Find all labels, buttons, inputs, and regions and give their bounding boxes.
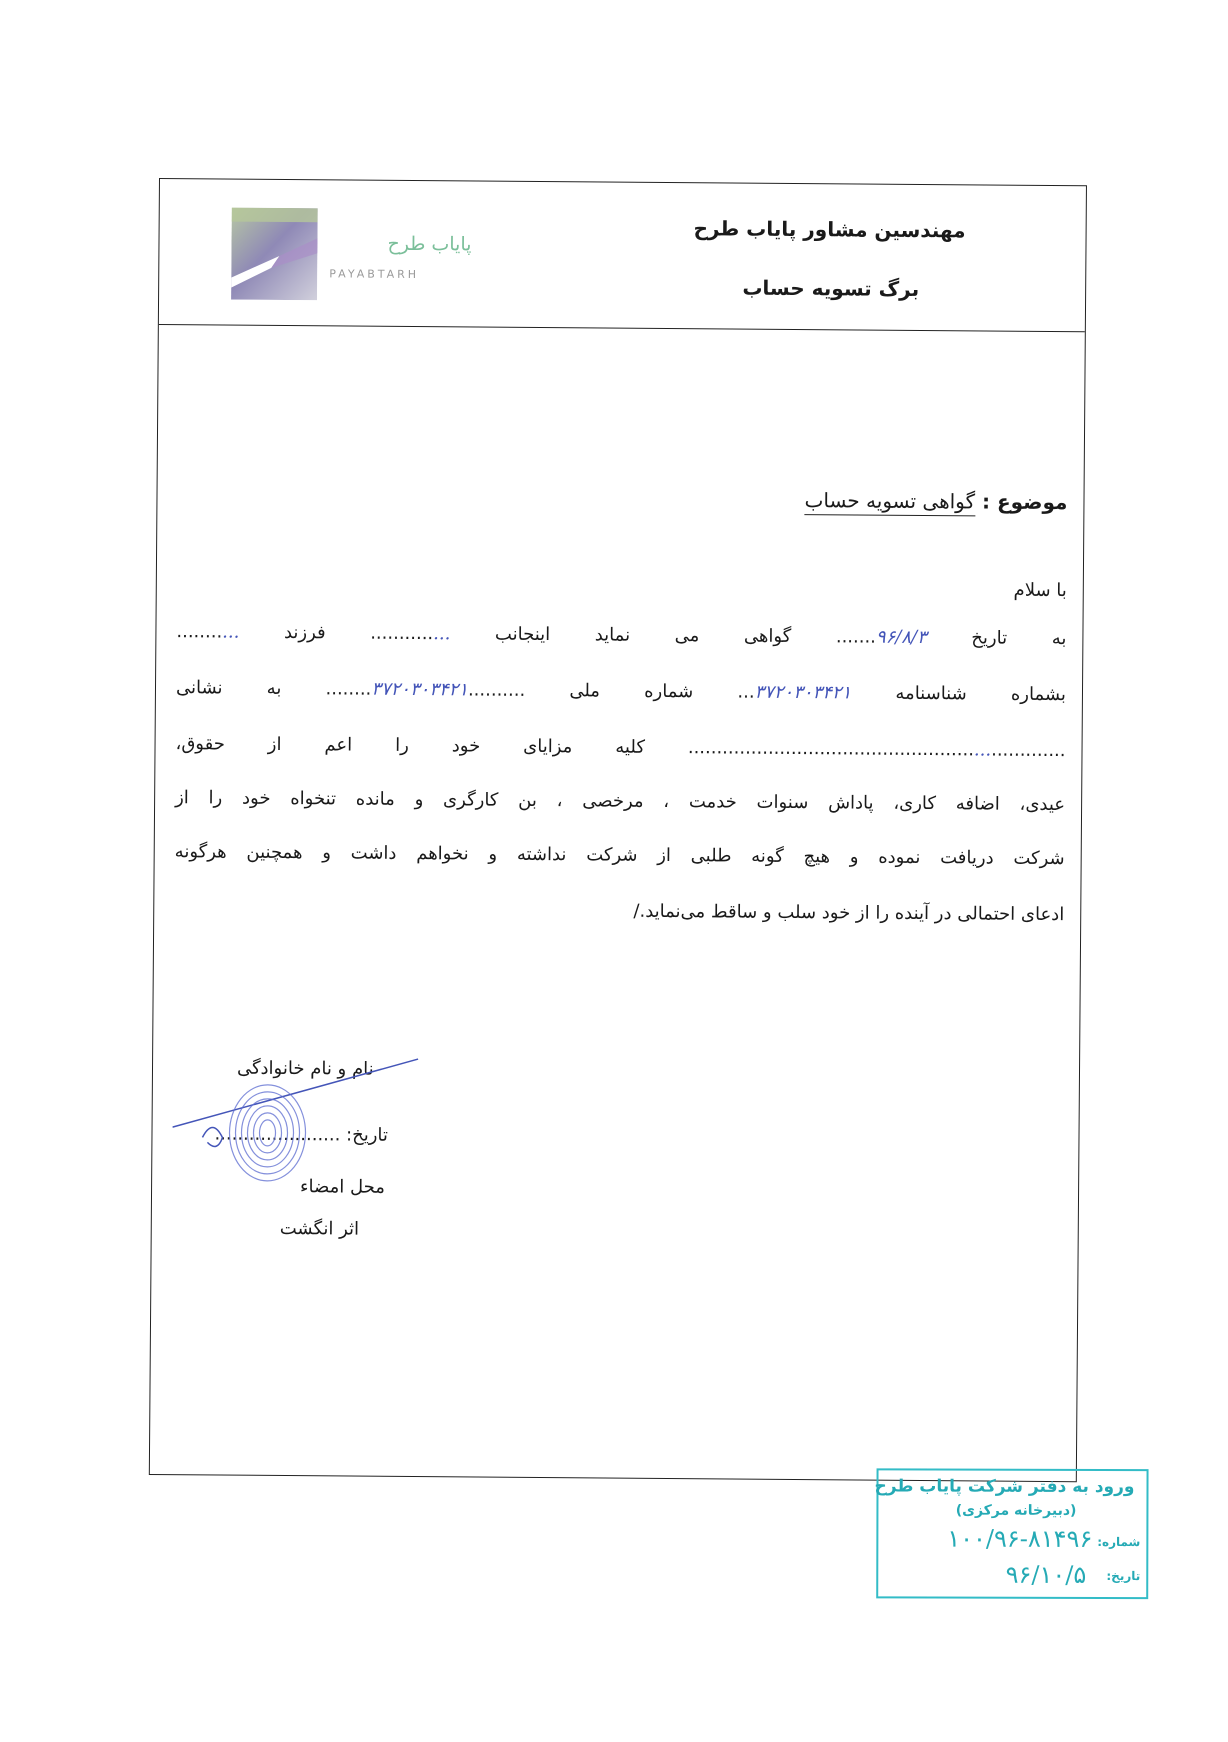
address-field: ... — [973, 739, 992, 761]
greeting: با سلام — [1013, 579, 1067, 602]
letter-body — [167, 573, 1067, 926]
text-address-prefix: به نشانی — [175, 677, 282, 699]
subject-value: گواهی تسویه حساب — [804, 488, 975, 516]
stamp-number-label: شماره: — [1097, 1534, 1141, 1550]
text-child-of: فرزند — [283, 621, 326, 644]
text-benefits: کلیه مزایای خود را اعم از حقوق، — [175, 733, 646, 758]
signature-place-label: محل امضاء — [300, 1176, 385, 1198]
father-name-field: ... — [222, 621, 240, 643]
subject-label: موضوع : — [981, 489, 1068, 515]
company-name: مهندسین مشاور پایاب طرح — [693, 216, 966, 243]
body-line-3: .................................................................. کلیه مزایای خود را اعم از حقوق، — [175, 733, 1066, 762]
body-line-2: بشماره شناسنامه ۳۷۲۰۳۰۳۴۲۱... شماره ملی ..........۳۷۲۰۳۰۳۴۲۱........ به نشانی — [175, 677, 1067, 706]
fingerprint-label: اثر انگشت — [279, 1217, 360, 1240]
signature-date-label: تاریخ: ...................... — [214, 1123, 389, 1146]
id-number-field: ۳۷۲۰۳۰۳۴۲۱ — [754, 681, 852, 704]
text-national-id: شماره ملی — [569, 680, 694, 703]
employee-name-field: ... — [433, 623, 451, 645]
stamp-subtitle: (دبیرخانه مرکزی) — [955, 1502, 1077, 1519]
national-id-field: ۳۷۲۰۳۰۳۴۲۱ — [371, 678, 469, 701]
date-field: ۹۶/۸/۳ — [875, 626, 927, 649]
stamp-number-value: ۱۰۰/۹۶-۸۱۴۹۶ — [947, 1524, 1093, 1553]
company-logo-icon — [231, 208, 318, 301]
stamp-date-value: ۹۶/۱۰/۵ — [1005, 1560, 1087, 1589]
name-label: نام و نام خانوادگی — [236, 1057, 374, 1080]
logo-text-fa: پایاب طرح — [387, 232, 472, 256]
body-line-4: عیدی، اضافه کاری، پاداش سنوات خدمت ، مرخصی ، بن کارگری و مانده تنخواه خود را از — [175, 787, 1066, 816]
header-divider — [159, 324, 1085, 332]
fingerprint-signature-icon — [172, 1037, 433, 1189]
document-frame — [149, 178, 1141, 1589]
logo-text-en: PAYABTARH — [329, 267, 420, 282]
text-date-prefix: به تاریخ — [971, 627, 1067, 650]
form-title: برگ تسویه حساب — [742, 275, 920, 301]
body-line-5: شرکت دریافت نموده و هیچ گونه طلبی از شرکت نداشته و نخواهم داشت و همچنین هرگونه — [174, 841, 1065, 870]
received-stamp — [876, 1468, 1148, 1599]
body-line-1: به تاریخ ۹۶/۸/۳....... گواهی می نماید اینجانب .............. فرزند ........... — [176, 621, 1067, 650]
text-certify: گواهی می نماید اینجانب — [494, 623, 792, 647]
subject-line — [805, 488, 1068, 514]
text-id-prefix: بشماره شناسنامه — [895, 682, 1067, 706]
stamp-title: ورود به دفتر شرکت پایاب طرح — [874, 1476, 1135, 1498]
stamp-date-label: تاریخ: — [1106, 1568, 1141, 1584]
body-line-6: ادعای احتمالی در آینده را از خود سلب و ساقط می‌نماید./ — [633, 900, 1065, 926]
